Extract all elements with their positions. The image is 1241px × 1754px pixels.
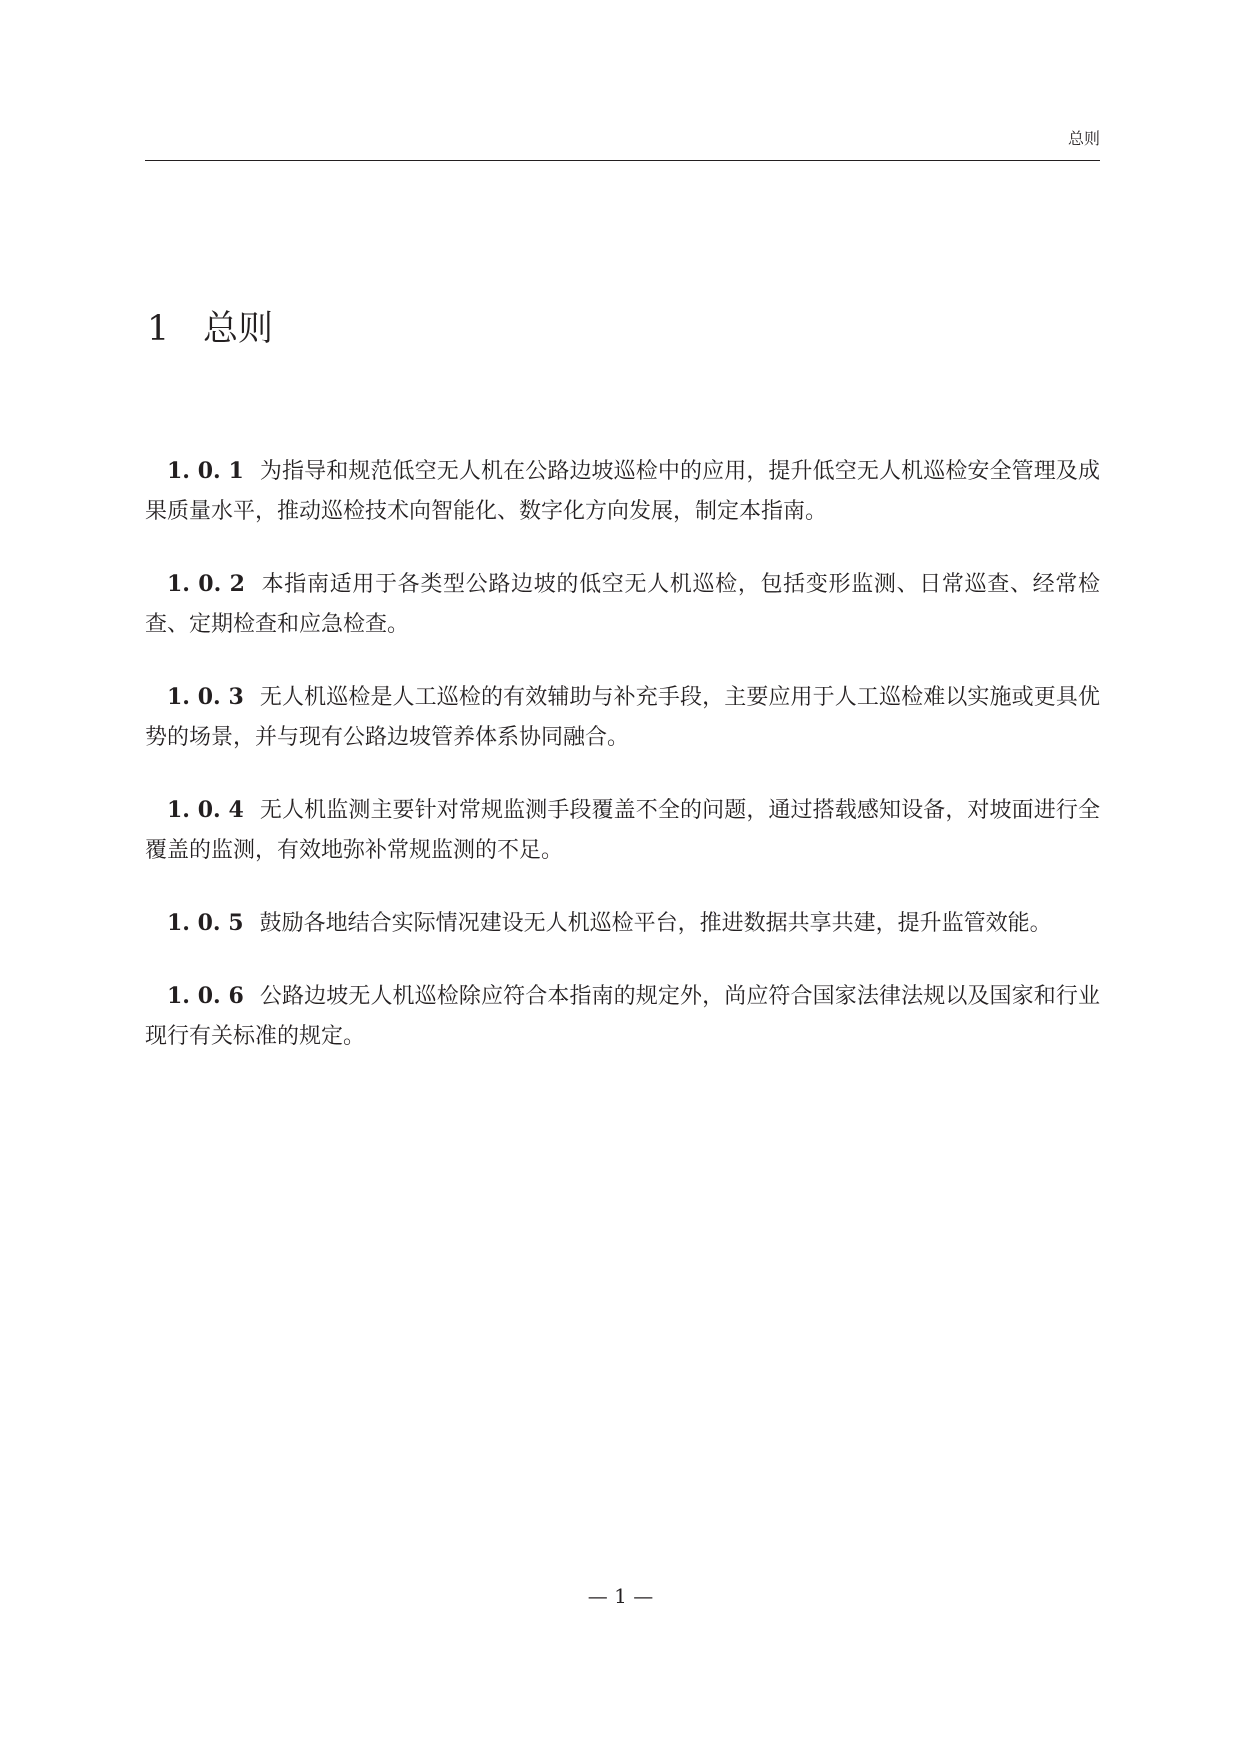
clause-1-0-1 [145,451,1100,532]
clause-number: 1. 0. 5 [167,910,244,936]
chapter-name: 总则 [203,309,274,349]
clause-number: 1. 0. 1 [167,458,244,484]
running-header [145,128,1100,161]
chapter-title [147,305,273,353]
clause-1-0-3 [145,677,1100,758]
clause-number: 1. 0. 2 [167,571,245,597]
clause-number: 1. 0. 4 [167,797,244,823]
clause-1-0-6 [145,976,1100,1057]
clause-text: 公路边坡无人机巡检除应符合本指南的规定外，尚应符合国家法律法规以及国家和行业现行有关标准的规定。 [145,984,1100,1049]
page-number: — 1 — [587,1584,654,1608]
clause-1-0-4 [145,790,1100,871]
clause-text: 鼓励各地结合实际情况建设无人机巡检平台，推进数据共享共建，提升监管效能。 [259,911,1052,936]
chapter-number: 1 [147,309,170,349]
clause-text: 无人机巡检是人工巡检的有效辅助与补充手段，主要应用于人工巡检难以实施或更具优势的场景，并与现有公路边坡管养体系协同融合。 [145,685,1100,750]
clause-1-0-2 [145,564,1100,645]
clause-text: 无人机监测主要针对常规监测手段覆盖不全的问题，通过搭载感知设备，对坡面进行全覆盖的监测，有效地弥补常规监测的不足。 [145,798,1100,863]
clause-text: 本指南适用于各类型公路边坡的低空无人机巡检，包括变形监测、日常巡查、经常检查、定期检查和应急检查。 [145,572,1100,637]
clause-number: 1. 0. 3 [167,684,244,710]
clause-text: 为指导和规范低空无人机在公路边坡巡检中的应用，提升低空无人机巡检安全管理及成果质量水平，推动巡检技术向智能化、数字化方向发展，制定本指南。 [145,459,1100,524]
clause-list [145,451,1100,1089]
running-header-title: 总则 [1067,129,1100,148]
clause-number: 1. 0. 6 [167,983,244,1009]
clause-1-0-5 [145,903,1100,944]
